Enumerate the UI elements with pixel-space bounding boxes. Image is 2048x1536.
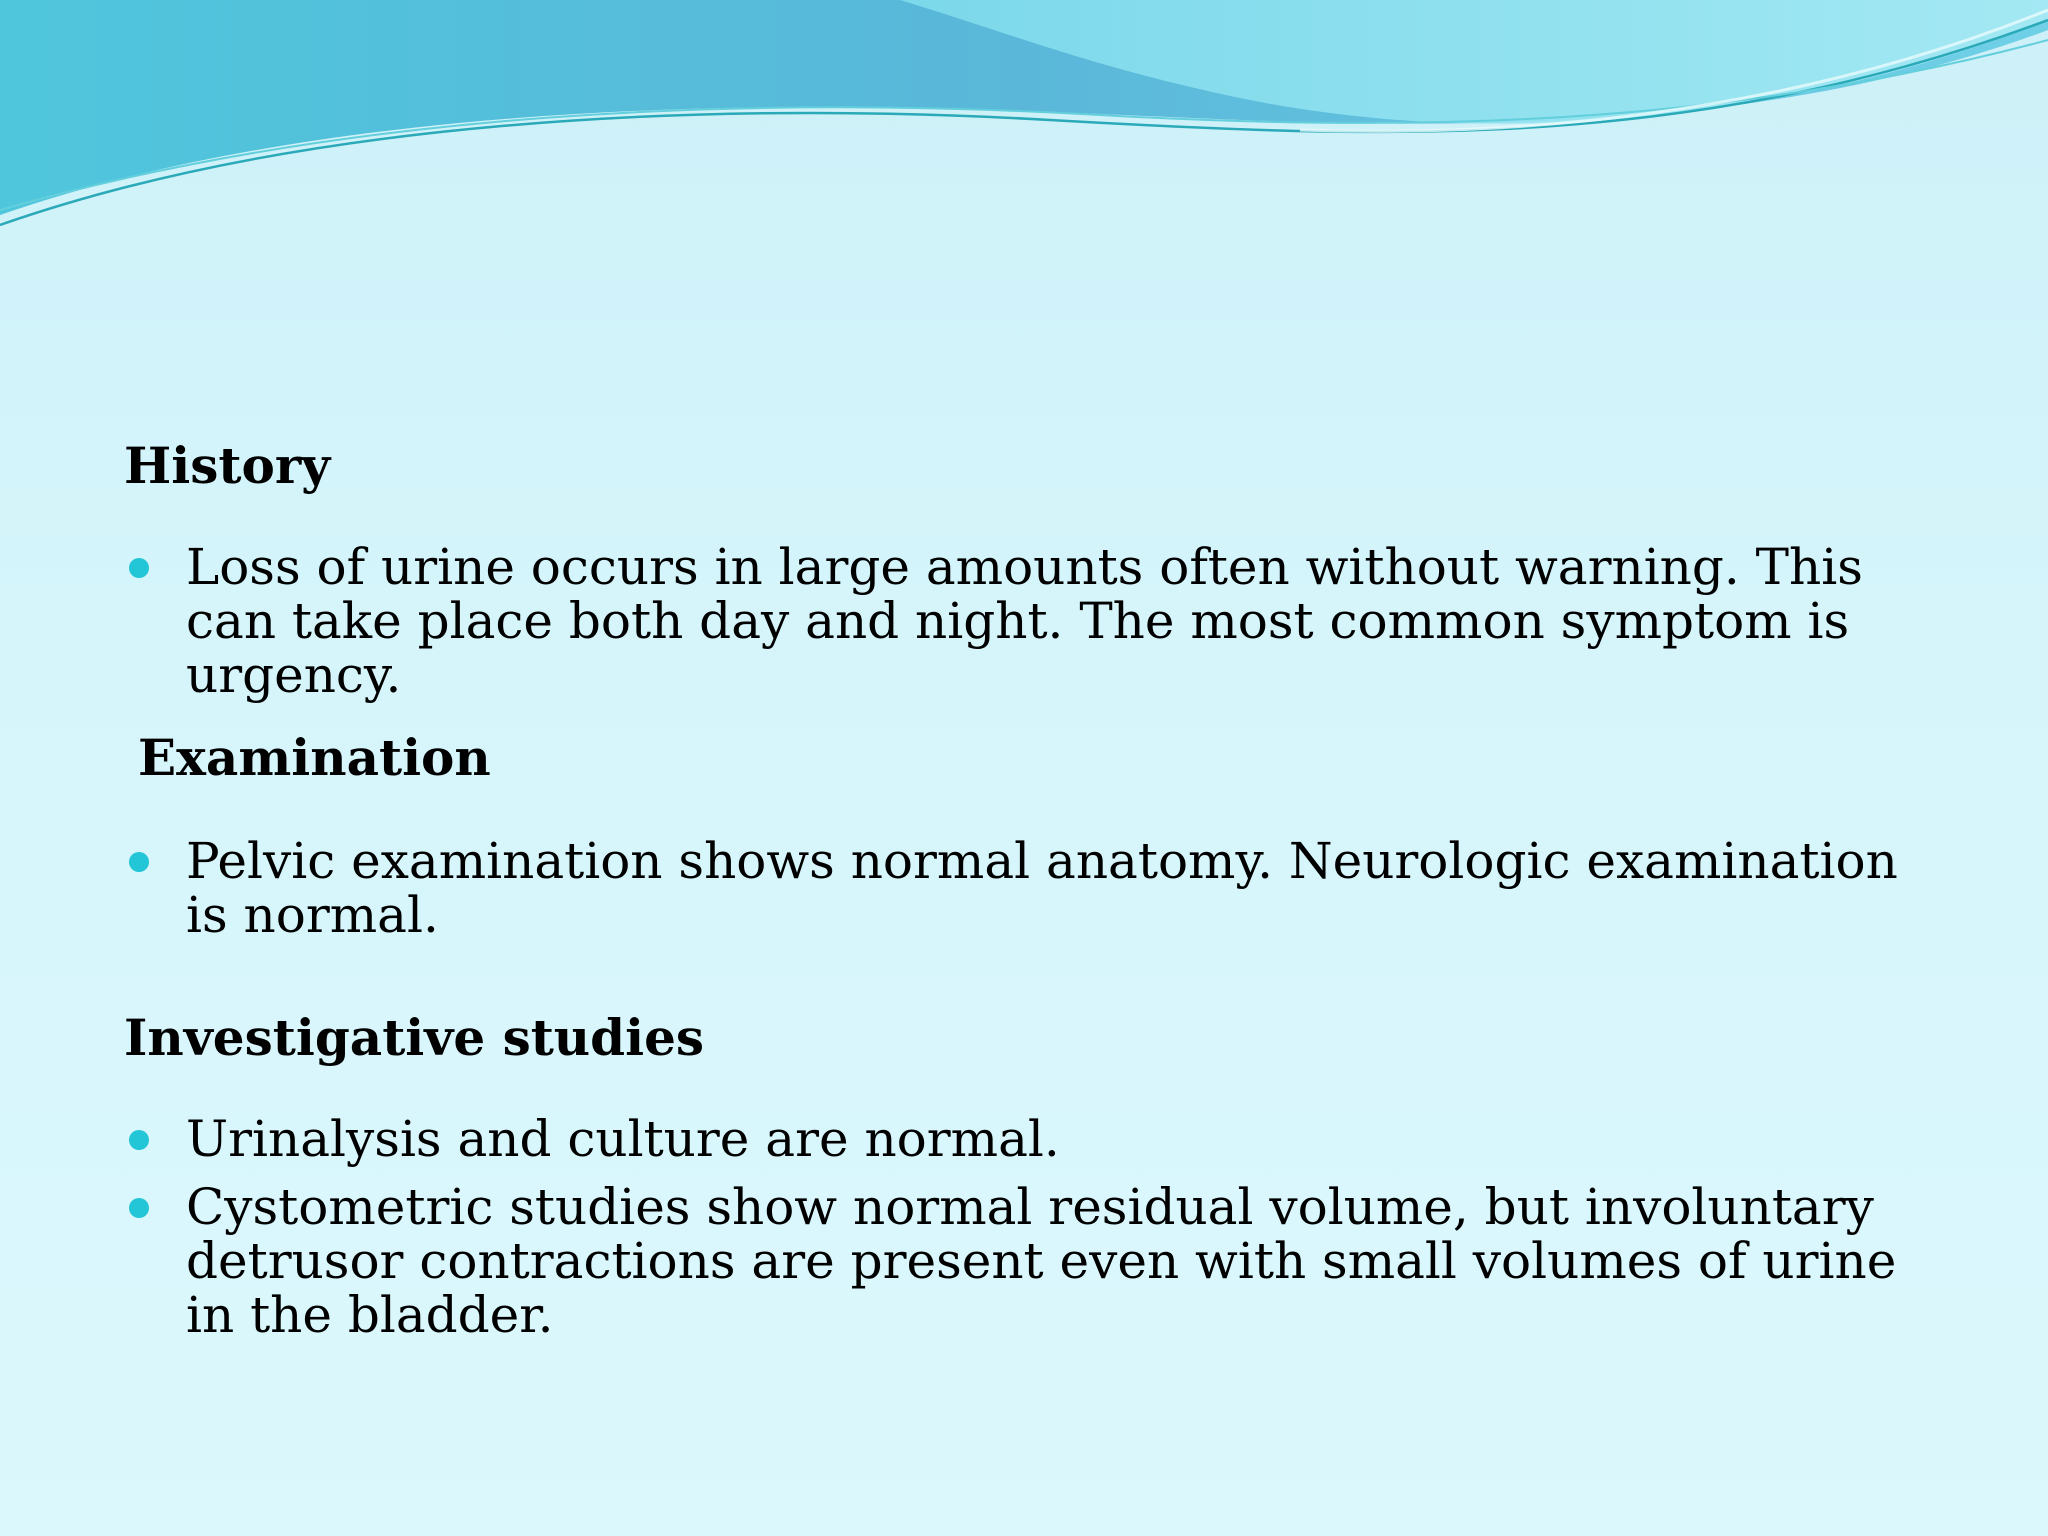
section-title-investigative-studies: Investigative studies (124, 1008, 705, 1067)
history-list (126, 540, 1926, 716)
investigative-studies-list (126, 1112, 1926, 1356)
bullet-text: Pelvic examination shows normal anatomy. Neurologic examination is normal. (186, 832, 1898, 944)
header-wave-decoration (0, 0, 2048, 240)
list-item (126, 1180, 1926, 1342)
bullet-dot-icon (129, 1198, 149, 1218)
bullet-dot-icon (129, 1130, 149, 1150)
list-item (126, 540, 1926, 702)
section-title-history: History (124, 436, 331, 495)
bullet-text: Loss of urine occurs in large amounts often without warning. This can take place both day and night. The most common symptom is urgency. (186, 538, 1863, 704)
bullet-dot-icon (129, 558, 149, 578)
list-item (126, 834, 1926, 942)
section-title-examination: Examination (138, 728, 491, 787)
bullet-text: Urinalysis and culture are normal. (186, 1110, 1060, 1168)
examination-list (126, 834, 1926, 956)
bullet-dot-icon (129, 852, 149, 872)
list-item (126, 1112, 1926, 1166)
bullet-text: Cystometric studies show normal residual volume, but involuntary detrusor contractions are present even with small volumes of urine in the bladder. (186, 1178, 1897, 1344)
